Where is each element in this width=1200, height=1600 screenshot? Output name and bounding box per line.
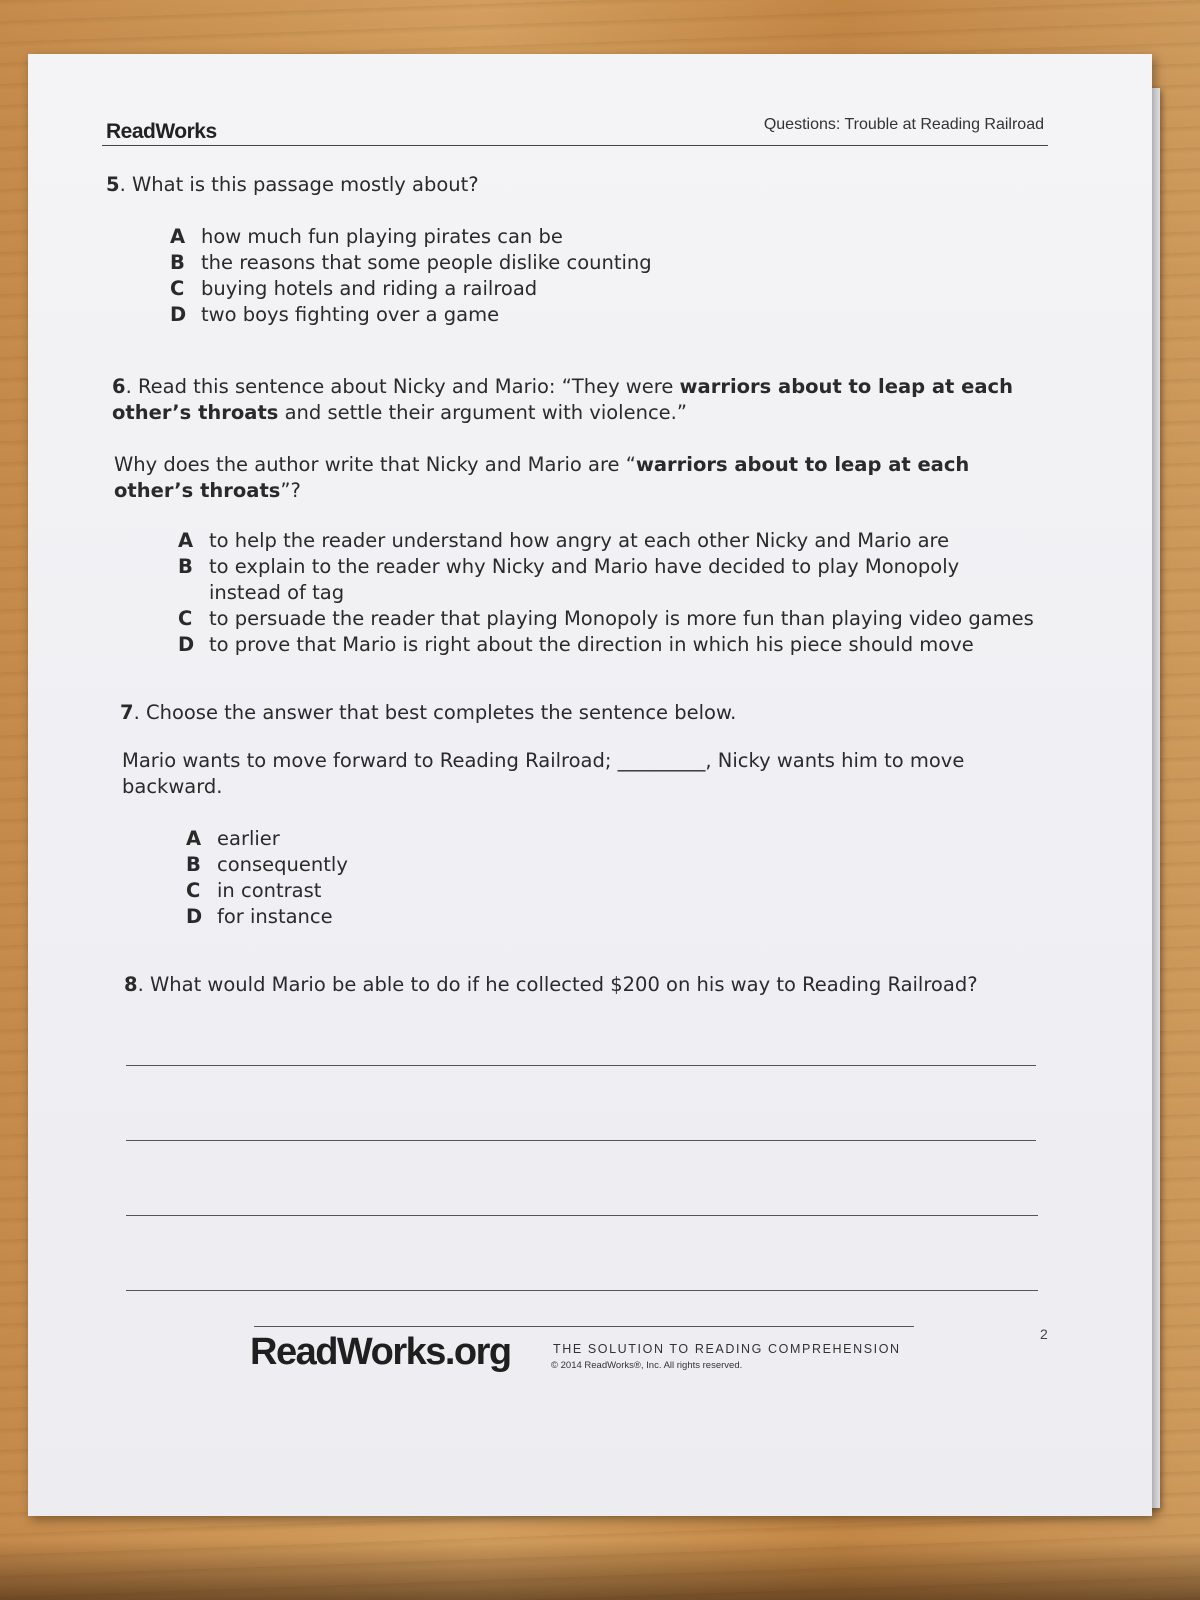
header-brand: ReadWorks [106,120,217,143]
question-5-prompt [106,172,1006,198]
option-letter: B [178,555,193,578]
option-a[interactable] [186,826,686,852]
question-number: 8 [124,973,138,996]
option-letter: A [186,827,202,850]
worksheet-page [28,54,1152,1516]
option-letter: B [170,251,185,274]
option-text: how much fun playing pirates can be [201,225,563,248]
option-text: in contrast [217,879,322,902]
option-text: to persuade the reader that playing Monopoly is more fun than playing video games [209,607,1034,630]
option-text: to explain to the reader why Nicky and Mario have decided to play Monopoly instead of tag [209,555,960,604]
option-d[interactable] [186,904,686,930]
option-text: earlier [217,827,280,850]
question-7-prompt [120,700,1020,726]
quoted-phrase: warriors about to leap at each other’s throats [112,375,1013,424]
option-text: to prove that Mario is right about the direction in which his piece should move [209,633,974,656]
option-b[interactable] [178,554,1058,606]
answer-line[interactable] [126,1290,1038,1291]
quoted-phrase: warriors about to leap at each other’s throats [114,453,970,502]
table-shadow [0,1540,1200,1600]
question-6-options [178,528,1058,658]
question-text: . Choose the answer that best completes the sentence below. [133,701,737,724]
option-c[interactable] [178,606,1058,632]
option-letter: D [186,905,203,928]
question-text: . What would Mario be able to do if he collected $200 on his way to Reading Railroad? [137,973,978,996]
option-letter: C [186,879,201,902]
answer-line[interactable] [126,1065,1036,1066]
footer-tagline: THE SOLUTION TO READING COMPREHENSION [553,1342,901,1356]
option-text: the reasons that some people dislike counting [201,251,652,274]
question-5-options [170,224,870,328]
question-7-sentence: Mario wants to move forward to Reading Railroad; _________, Nicky wants him to move backward. [122,749,965,798]
option-b[interactable] [170,250,870,276]
option-a[interactable] [178,528,1058,554]
question-number: 7 [120,701,134,724]
option-letter: B [186,853,201,876]
answer-line[interactable] [126,1215,1038,1216]
option-letter: C [170,277,185,300]
question-text: . Read this sentence about Nicky and Mario: “They were [125,375,680,398]
question-7-options [186,826,686,930]
option-letter: A [178,529,194,552]
option-d[interactable] [170,302,870,328]
option-c[interactable] [170,276,870,302]
question-text: . What is this passage mostly about? [119,173,479,196]
option-text: two boys fighting over a game [201,303,500,326]
question-8-prompt [124,972,1084,998]
option-text: consequently [217,853,348,876]
footer-divider [254,1326,914,1327]
why-text-end: ”? [280,479,301,502]
option-letter: D [170,303,187,326]
document-title: Questions: Trouble at Reading Railroad [763,116,1044,133]
option-c[interactable] [186,878,686,904]
question-number: 5 [106,173,120,196]
option-a[interactable] [170,224,870,250]
option-text: to help the reader understand how angry at each other Nicky and Mario are [209,529,950,552]
page-number: 2 [1040,1326,1048,1342]
question-6-why [114,452,1034,504]
question-6-prompt [112,374,1032,426]
option-b[interactable] [186,852,686,878]
header-divider [102,145,1048,146]
option-d[interactable] [178,632,1058,658]
footer-copyright: © 2014 ReadWorks®, Inc. All rights reserved. [551,1360,743,1371]
option-letter: A [170,225,186,248]
footer-logo: ReadWorks.org [250,1331,511,1373]
option-letter: C [178,607,193,630]
why-text: Why does the author write that Nicky and Mario are “ [114,453,636,476]
option-text: buying hotels and riding a railroad [201,277,538,300]
question-number: 6 [112,375,126,398]
question-text-end: and settle their argument with violence.” [278,401,687,424]
option-letter: D [178,633,195,656]
answer-line[interactable] [126,1140,1036,1141]
option-text: for instance [217,905,333,928]
